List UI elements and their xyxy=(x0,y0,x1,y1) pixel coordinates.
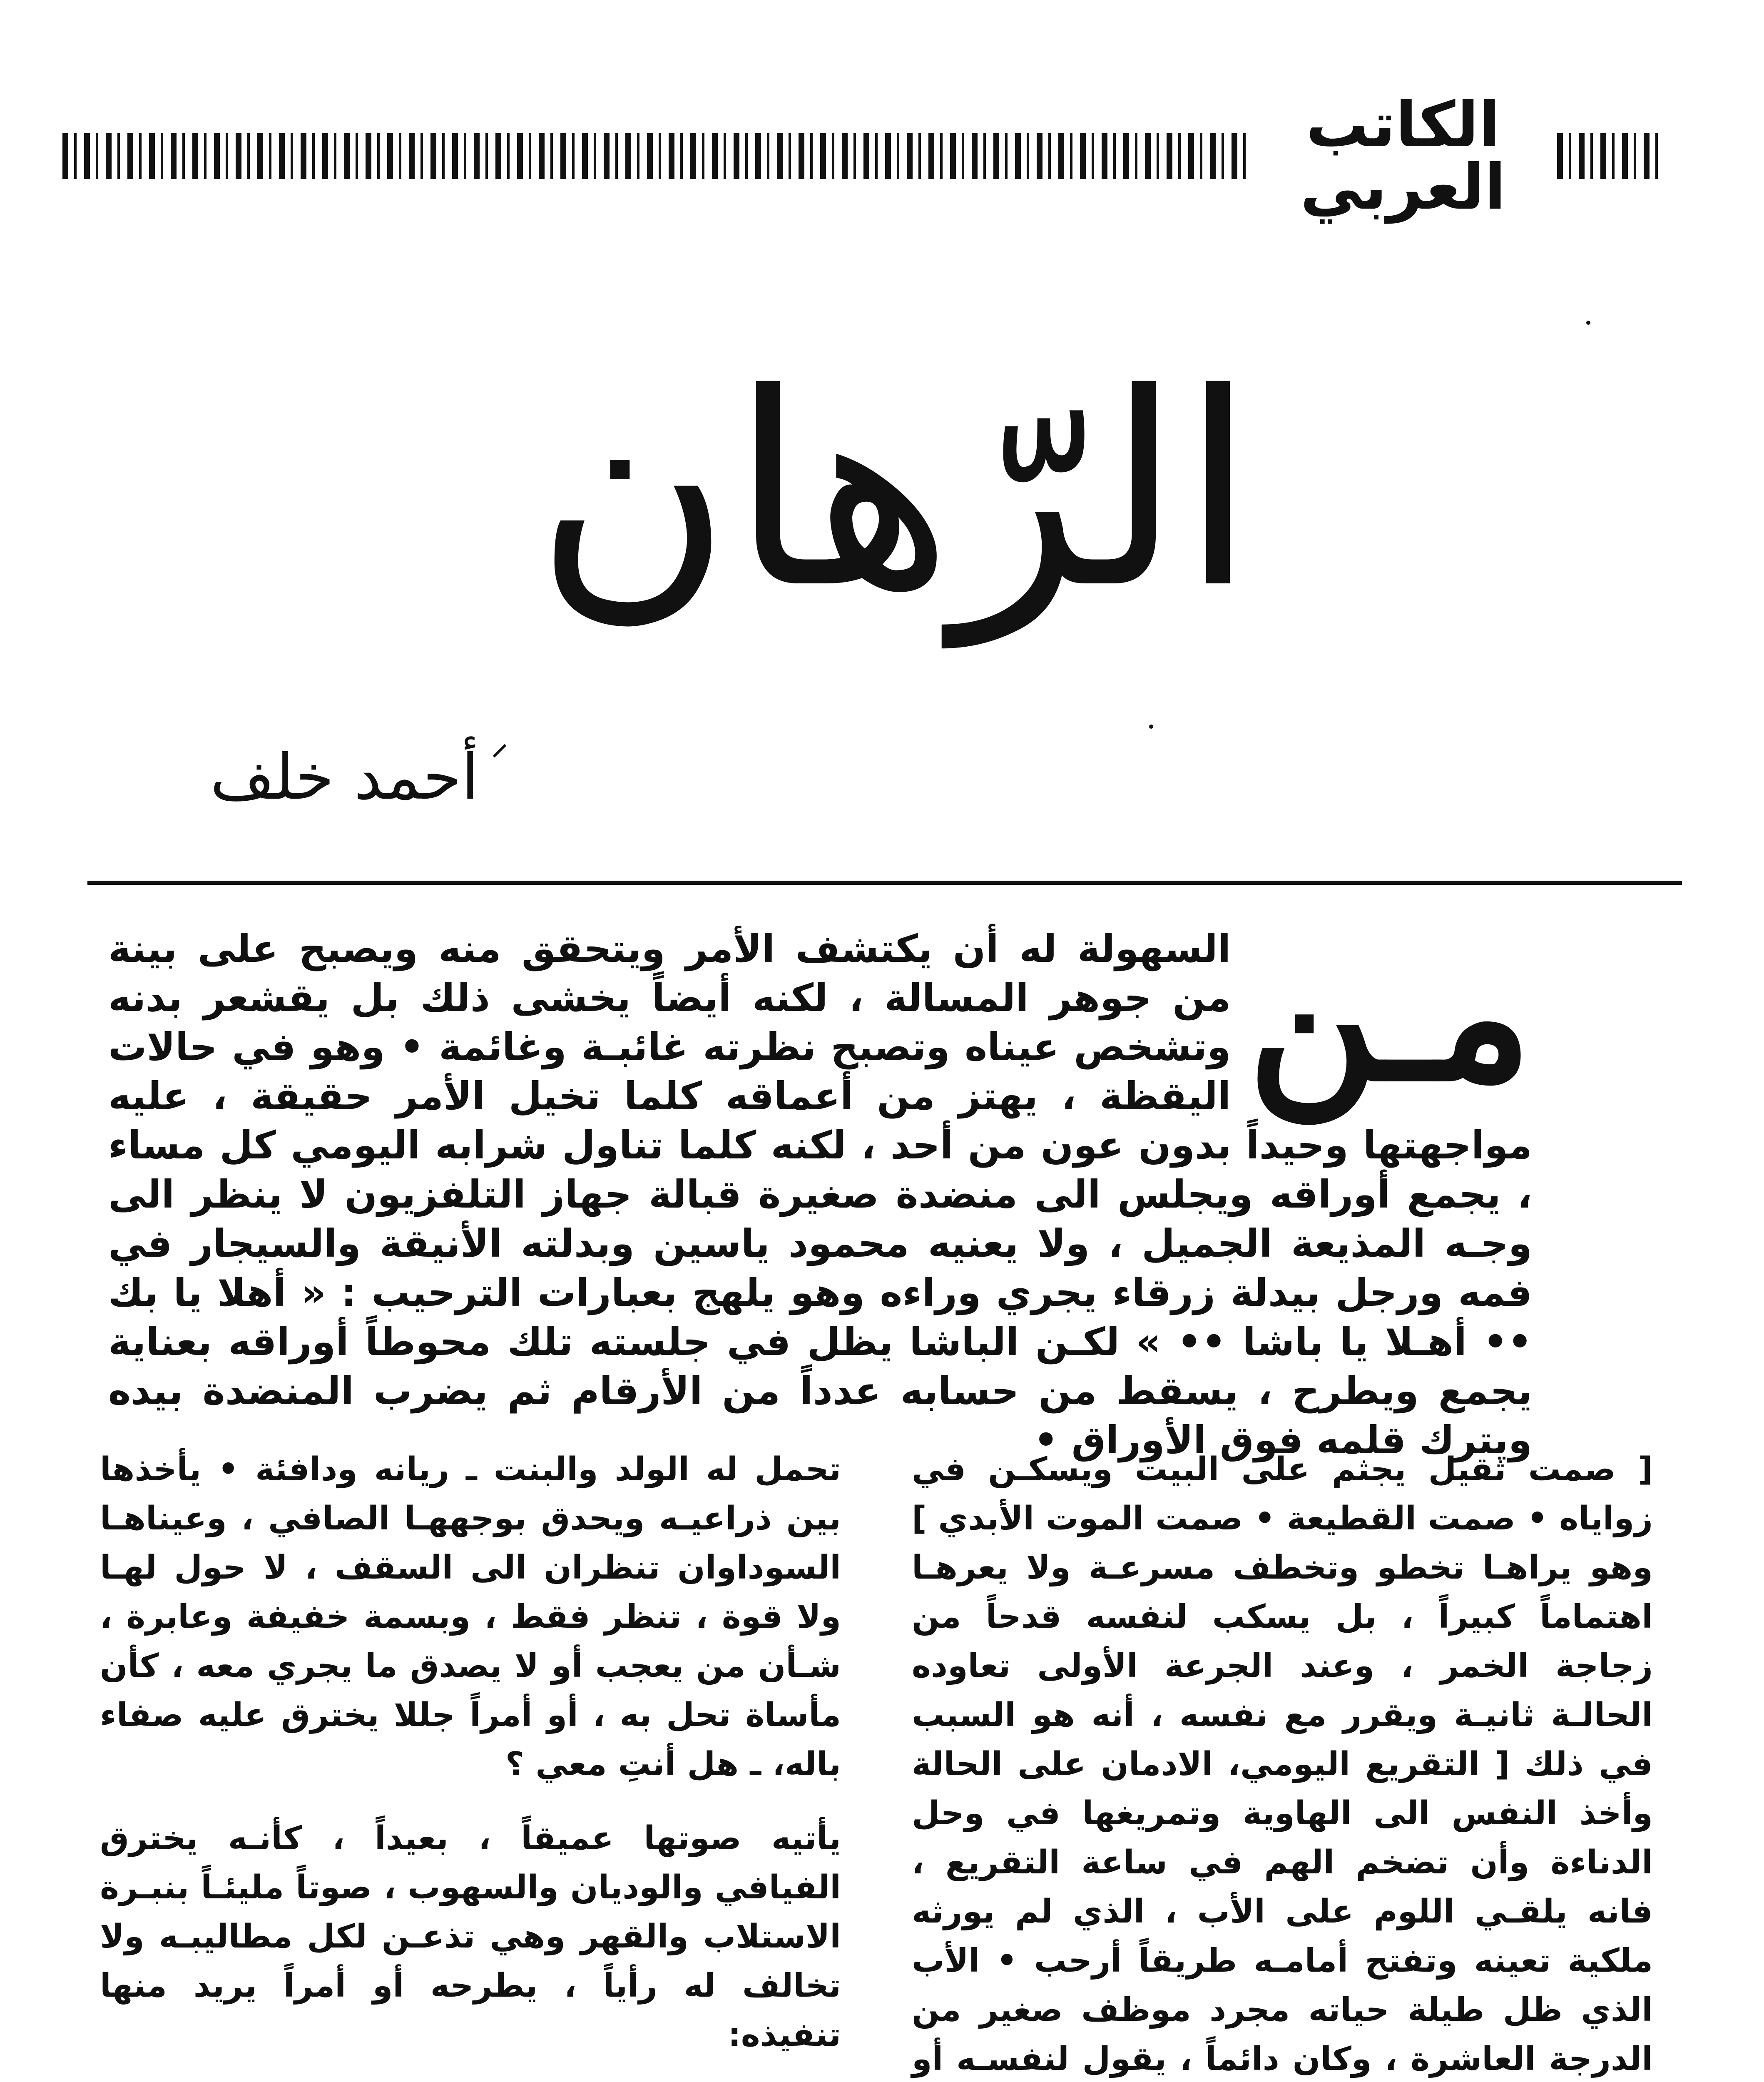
print-speck xyxy=(1586,321,1590,325)
print-speck xyxy=(1149,725,1153,729)
ornament-border xyxy=(1557,133,1665,179)
right-column-paragraph: [ صمت ثقيل يجثم على البيت ويسكـن في زواياه • صمت القطيعة • صمت الموت الأبدي ] وهو يراهـا تخطو وتخطف مسرعـة ولا يعرهـا اهتماماً كبيراً ، بل يسكب لنفسه قدحاً من زجاجة الخمر ، وعند الجرعة الأولى تعاوده الحالـة ثانيـة ويقرر مع نفسه ، أنه هو السبب في ذلك [ التقريع اليومي، الادمان على الحالة وأخذ النفس الى الهاوية وتمريغها في وحل الدناءة وأن تضخم الهم في ساعة التقريع ، فانه يلقـي اللوم على الأب ، الذي لم يورثه ملكية تعينه وتفتح أمامـه طريقاً أرحب • الأب الذي ظل طيلة حياته مجرد موظف صغير من الدرجة العاشرة ، وكان دائماً ، يقول لنفسـه أو xyxy=(912,1451,1653,2078)
intro-text: السهولة له أن يكتشف الأمر ويتحقق منه ويصبح على بينة من جوهر المسالة ، لكنه أيضاً يخشى ذلك بل يقشعر بدنه وتشخص عيناه وتصبح نظرته غائبـة وغائمة • وهو في حالات اليقظة ، يهتز من أعماقه كلما تخيل الأمر حقيقة ، عليه مواجهتها وحيداً بدون عون من أحد ، لكنه كلما تناول شرابه اليومي كل مساء ، يجمع أوراقه ويجلس الى منضدة صغيرة قبالة جهاز التلفزيون لا ينظر الى وجـه المذيعة الجميل ، ولا يعنيه محمود ياسين وبدلته الأنيقة والسيجار في فمه ورجل بيدلة زرقاء يجري وراءه وهو يلهج بعبارات الترحيب : « أهلا يا بك •• أهـلا يا باشا •• » لكـن الباشا يظل في جلسته تلك محوطاً أوراقه بعناية يجمع ويطرح ، يسقط من حسابه عدداً من الأرقام ثم يضرب المنضدة بيده ويترك قلمه فوق الأوراق • xyxy=(108,926,1532,1462)
article-title: الرّهان xyxy=(535,336,1255,646)
left-column xyxy=(100,1445,841,2082)
left-column-paragraph: يأتيه صوتها عميقاً ، بعيداً ، كأنـه يخترق الفيافي والوديان والسهوب ، صوتاً مليئـاً بنبـرة الاستلاب والقهر وهي تذعـن لكل مطاليبـه ولا تخالف له رأياً ، يطرحه أو أمراً يريد منها تنفيذه: xyxy=(100,1820,841,2054)
ornament-border xyxy=(62,133,1249,179)
masthead-band xyxy=(62,89,1686,224)
right-column xyxy=(912,1445,1653,2082)
author-accent-mark xyxy=(493,744,507,758)
intro-paragraph xyxy=(108,911,1532,1465)
section-divider xyxy=(87,881,1682,885)
drop-cap: مـن xyxy=(1247,911,1532,1121)
author-name: أحمد خلف xyxy=(210,741,479,814)
magazine-masthead: الكاتب العربي xyxy=(1300,89,1506,224)
left-column-paragraph: تحمل له الولد والبنت ـ ريانه ودافئة • يأخذها بين ذراعيـه ويحدق بوجههـا الصافي ، وعيناهـا السوداوان تنظران الى السقف ، لا حول لهـا ولا قوة ، تنظر فقط ، وبسمة خفيفة وعابرة ، شـأن من يعجب أو لا يصدق ما يجري معه ، كأن مأساة تحل به ، أو أمراً جللا يخترق عليه صفاء باله، ـ هل أنتِ معي ؟ xyxy=(100,1451,841,1783)
